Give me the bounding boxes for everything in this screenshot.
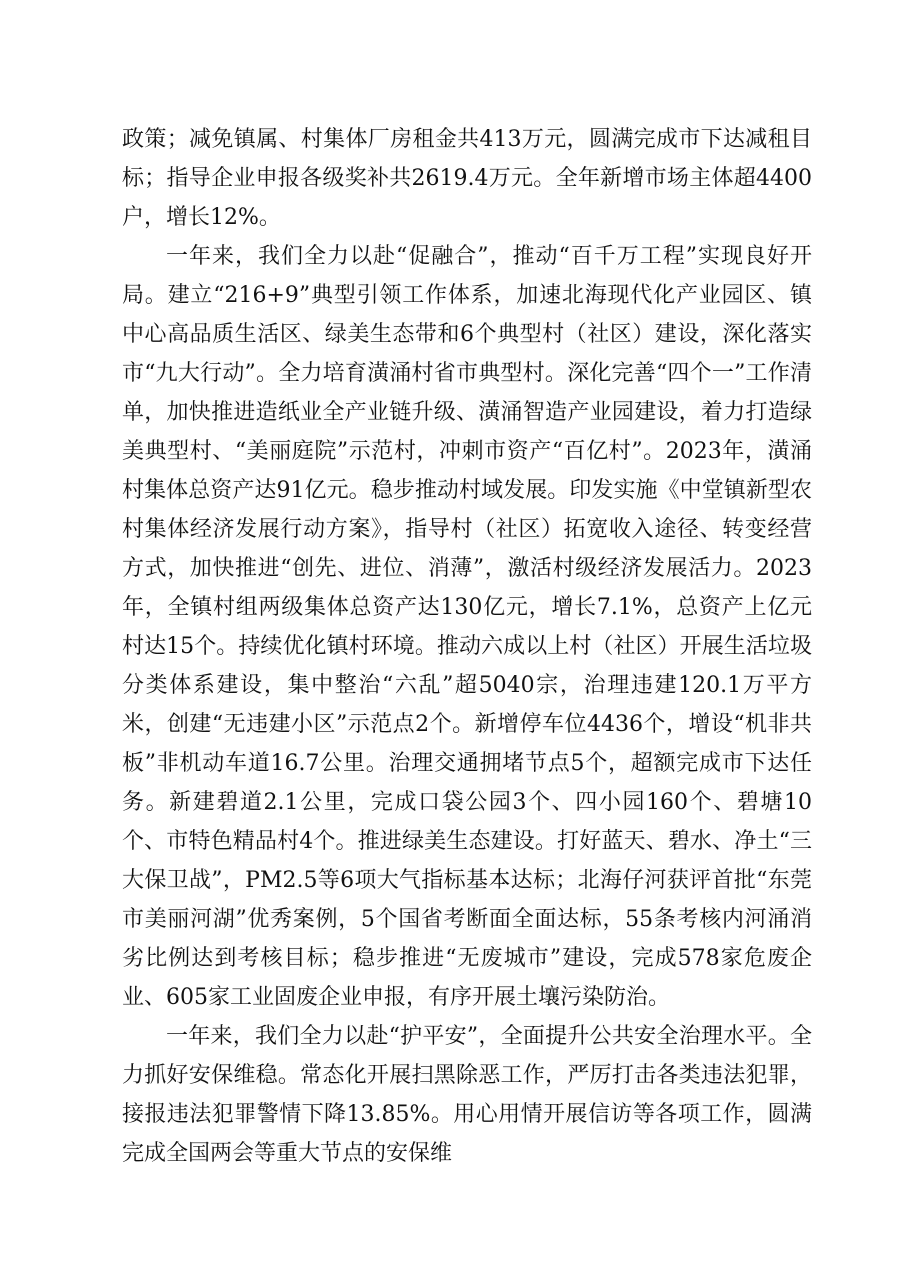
paragraph-continuation: 政策；减免镇属、村集体厂房租金共413万元，圆满完成市下达减租目标；指导企业申报各级奖补共2619.4万元。全年新增市场主体超4400户，增长12%。 — [122, 127, 812, 230]
paragraph-integration: 一年来，我们全力以赴“促融合”，推动“百千万工程”实现良好开局。建立“216+9”典型引领工作体系，加速北海现代化产业园区、镇中心高品质生活区、绿美生态带和6个典型村（社区）建设，深化落实市“九大行动”。全力培育潢涌村省市典型村。深化完善“四个一”工作清单，加快推进造纸业全产业链升级、潢涌智造产业园建设，着力打造绿美典型村、“美丽庭院”示范村，冲刺市资产“百亿村”。2023年，潢涌村集体总资产达91亿元。稳步推动村域发展。印发实施《中堂镇新型农村集体经济发展行动方案》，指导村（社区）拓宽收入途径、转变经营方式，加快推进“创先、进位、消薄”，激活村级经济发展活力。2023年，全镇村组两级集体总资产达130亿元，增长7.1%，总资产上亿元村达15个。持续优化镇村环境。推动六成以上村（社区）开展生活垃圾分类体系建设，集中整治“六乱”超5040宗，治理违建120.1万平方米，创建“无违建小区”示范点2个。新增停车位4436个，增设“机非共板”非机动车道16.7公里。治理交通拥堵节点5个，超额完成市下达任务。新建碧道2.1公里，完成口袋公园3个、四小园160个、碧塘10个、市特色精品村4个。推进绿美生态建设。打好蓝天、碧水、净土“三大保卫战”，PM2.5等6项大气指标基本达标；北海仔河获评首批“东莞市美丽河湖”优秀案例，5个国省考断面全面达标，55条考核内河涌消劣比例达到考核目标；稳步推进“无废城市”建设，完成578家危废企业、605家工业固废企业申报，有序开展土壤污染防治。 — [122, 244, 812, 1010]
paragraph-safety: 一年来，我们全力以赴“护平安”，全面提升公共安全治理水平。全力抓好安保维稳。常态化开展扫黑除恶工作，严厉打击各类违法犯罪，接报违法犯罪警情下降13.85%。用心用情开展信访等各项工作，圆满完成全国两会等重大节点的安保维 — [122, 1024, 812, 1166]
document-body — [122, 120, 812, 1173]
